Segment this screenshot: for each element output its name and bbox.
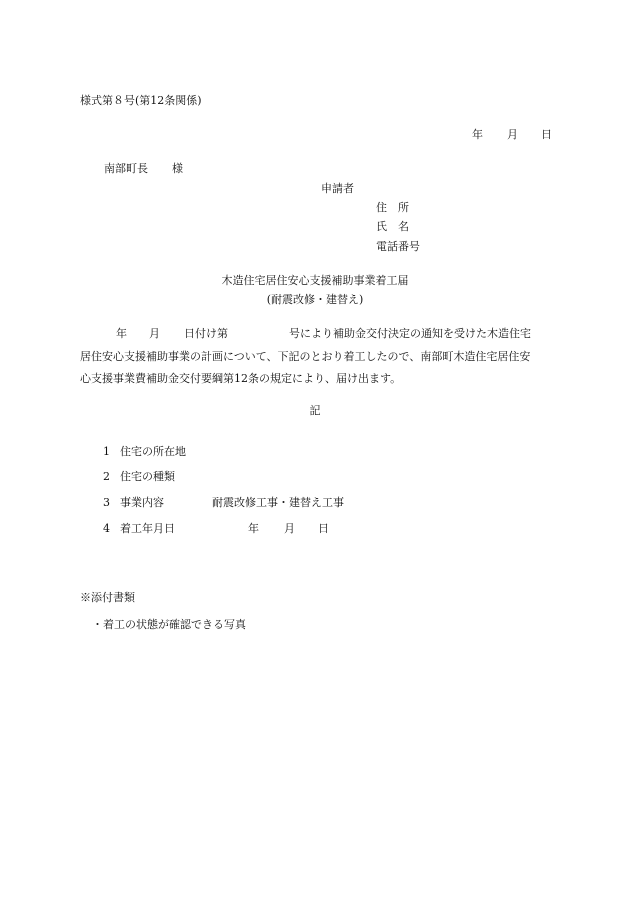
item-year-label: 年 — [248, 522, 259, 535]
date-day-label: 日 — [541, 128, 552, 141]
applicant-name-label: 氏 名 — [376, 220, 409, 233]
form-label: 様式第８号(第12条関係) — [80, 94, 202, 107]
body-month-label: 月 — [149, 327, 160, 340]
item-value: 耐震改修工事・建替え工事 — [212, 496, 344, 509]
item-number: 3 — [103, 496, 110, 509]
attachments-heading: ※添付書類 — [80, 591, 135, 604]
body-line1-rest: 号により補助金交付決定の通知を受けた木造住宅 — [289, 327, 531, 340]
item-label: 住宅の種類 — [120, 470, 175, 483]
ki-mark: 記 — [309, 404, 321, 417]
body-line3: 心支援事業費補助金交付要綱第12条の規定により、届け出ます。 — [80, 372, 402, 385]
addressee-honorific: 様 — [172, 162, 183, 175]
body-dated-no: 日付け第 — [184, 327, 228, 340]
addressee-name: 南部町長 — [104, 162, 148, 175]
attachment-item: ・着工の状態が確認できる写真 — [92, 618, 246, 631]
applicant-address-label: 住 所 — [376, 201, 409, 214]
applicant-phone-label: 電話番号 — [376, 240, 420, 253]
item-label: 着工年月日 — [120, 522, 175, 535]
item-number: 2 — [103, 470, 110, 483]
document-title: 木造住宅居住安心支援補助事業着工届 — [221, 274, 409, 287]
item-month-label: 月 — [284, 522, 295, 535]
item-label: 事業内容 — [120, 496, 164, 509]
item-label: 住宅の所在地 — [120, 445, 186, 458]
date-year-label: 年 — [472, 128, 483, 141]
applicant-label: 申請者 — [321, 182, 354, 195]
item-day-label: 日 — [318, 522, 329, 535]
document-subtitle: (耐震改修・建替え) — [266, 293, 364, 306]
item-number: 4 — [103, 522, 110, 535]
body-line2: 居住安心支援補助事業の計画について、下記のとおり着工したので、南部町木造住宅居住安 — [80, 350, 531, 363]
body-year-label: 年 — [116, 327, 127, 340]
item-number: 1 — [103, 445, 110, 458]
date-month-label: 月 — [507, 128, 518, 141]
